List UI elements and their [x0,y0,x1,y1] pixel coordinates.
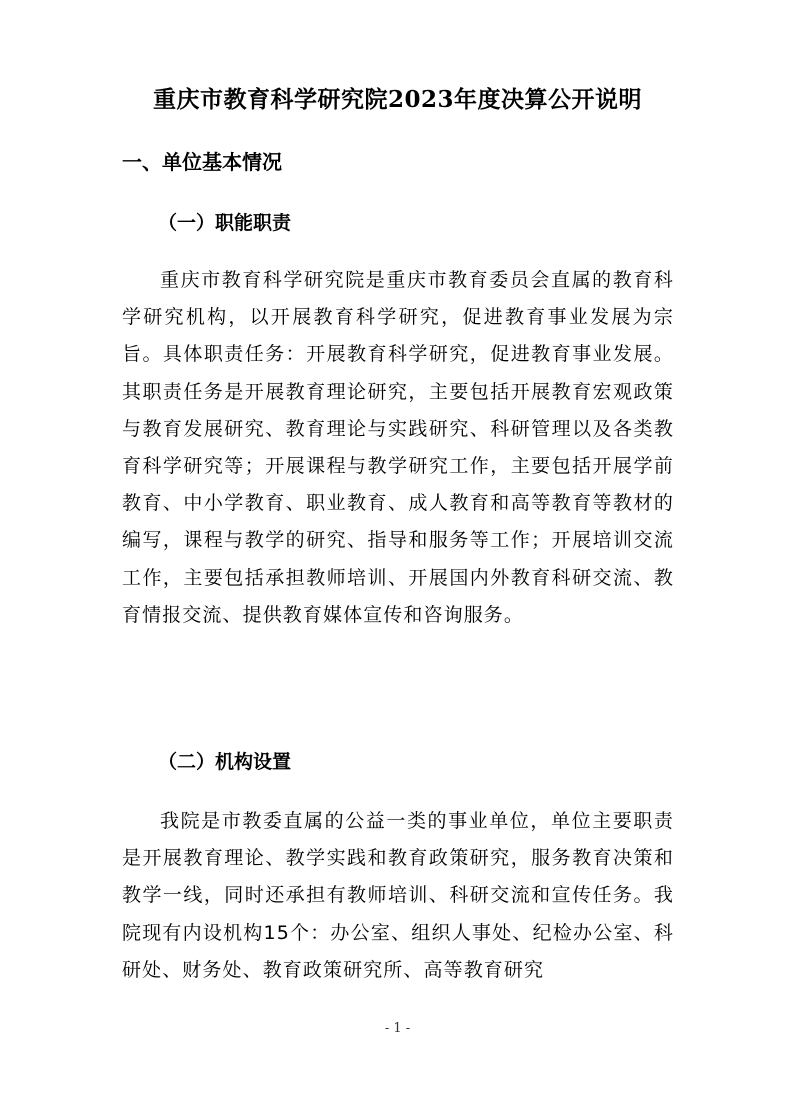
page-number: - 1 - [384,1021,411,1036]
section-heading-basic-info: 一、单位基本情况 [122,150,282,174]
organization-paragraph: 我院是市教委直属的公益一类的事业单位，单位主要职责是开展教育理论、教学实践和教育政策研究，服务教育决策和教学一线，同时还承担有教师培训、科研交流和宣传任务。我院现有内设机构15个：办公室、组织人事处、纪检办公室、科研处、财务处、教育政策研究所、高等教育研究 [122,810,674,981]
duties-paragraph: 重庆市教育科学研究院是重庆市教育委员会直属的教育科学研究机构，以开展教育科学研究，促进教育事业发展为宗旨。具体职责任务：开展教育科学研究，促进教育事业发展。其职责任务是开展教育理论研究，主要包括开展教育宏观政策与教育发展研究、教育理论与实践研究、科研管理以及各类教育科学研究等；开展课程与教学研究工作，主要包括开展学前教育、中小学教育、职业教育、成人教育和高等教育等教材的编写，课程与教学的研究、指导和服务等工作；开展培训交流工作，主要包括承担教师培训、开展国内外教育科研交流、教育情报交流、提供教育媒体宣传和咨询服务。 [122,269,674,626]
subsection-heading-duties: （一）职能职责 [158,212,292,234]
subsection-heading-organization: （二）机构设置 [158,751,292,773]
document-title: 重庆市教育科学研究院2023年度决算公开说明 [152,86,642,113]
